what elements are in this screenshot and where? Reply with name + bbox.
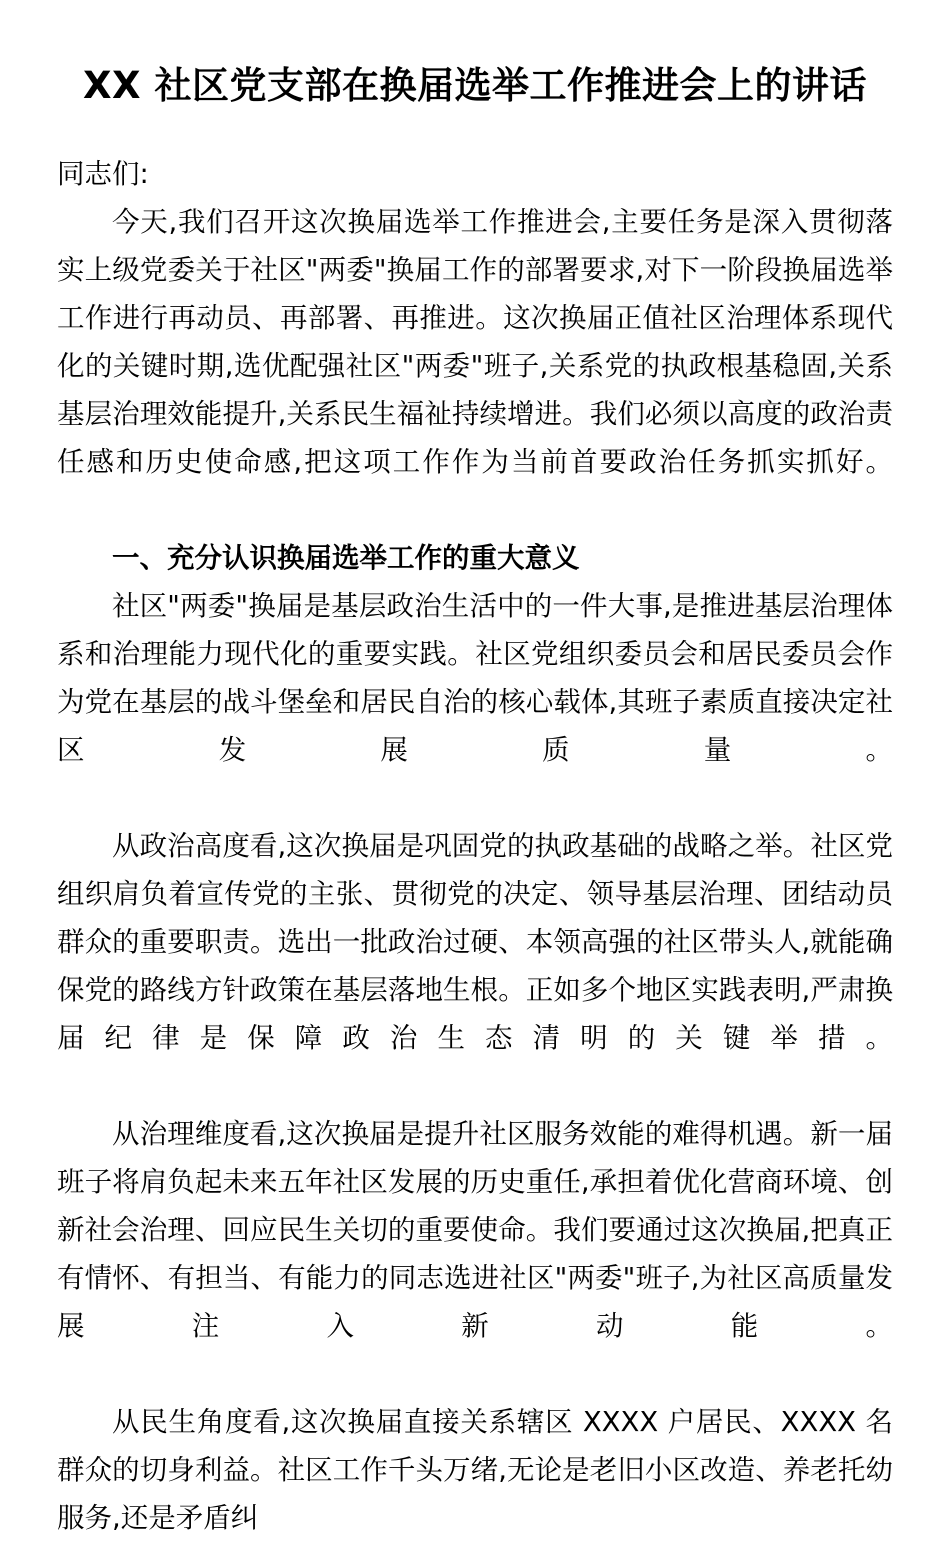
paragraph-governance-dimension: 从治理维度看,这次换届是提升社区服务效能的难得机遇。新一届班子将肩负起未来五年社区发展的历史重任,承担着优化营商环境、创新社会治理、回应民生关切的重要使命。我们要通过这次换届,把真正有情怀、有担当、有能力的同志选进社区"两委"班子,为社区高质量发展注入新动能。 (57, 1118, 893, 1342)
page-title: XX 社区党支部在换届选举工作推进会上的讲话 (83, 64, 867, 107)
paragraph-political-dimension: 从政治高度看,这次换届是巩固党的执政基础的战略之举。社区党组织肩负着宣传党的主张、贯彻党的决定、领导基层治理、团结动员群众的重要职责。选出一批政治过硬、本领高强的社区带头人,就能确保党的路线方针政策在基层落地生根。正如多个地区实践表明,严肃换届纪律是保障政治生态清明的关键举措。 (57, 830, 893, 1054)
paragraph-livelihood-dimension: 从民生角度看,这次换届直接关系辖区 XXXX 户居民、XXXX 名群众的切身利益。社区工作千头万绪,无论是老旧小区改造、养老托幼服务,还是矛盾纠 (57, 1406, 893, 1534)
section-heading-1: 一、充分认识换届选举工作的重大意义 (112, 542, 580, 574)
paragraph-significance-overview: 社区"两委"换届是基层政治生活中的一件大事,是推进基层治理体系和治理能力现代化的重要实践。社区党组织委员会和居民委员会作为党在基层的战斗堡垒和居民自治的核心载体,其班子素质直接决定社区发展质量。 (57, 590, 893, 766)
paragraph-opening: 今天,我们召开这次换届选举工作推进会,主要任务是深入贯彻落实上级党委关于社区"两委"换届工作的部署要求,对下一阶段换届选举工作进行再动员、再部署、再推进。这次换届正值社区治理体系现代化的关键时期,选优配强社区"两委"班子,关系党的执政根基稳固,关系基层治理效能提升,关系民生福祉持续增进。我们必须以高度的政治责任感和历史使命感,把这项工作作为当前首要政治任务抓实抓好。 (57, 206, 893, 478)
paragraph-salutation: 同志们: (57, 158, 149, 190)
document-body (0, 150, 950, 1542)
